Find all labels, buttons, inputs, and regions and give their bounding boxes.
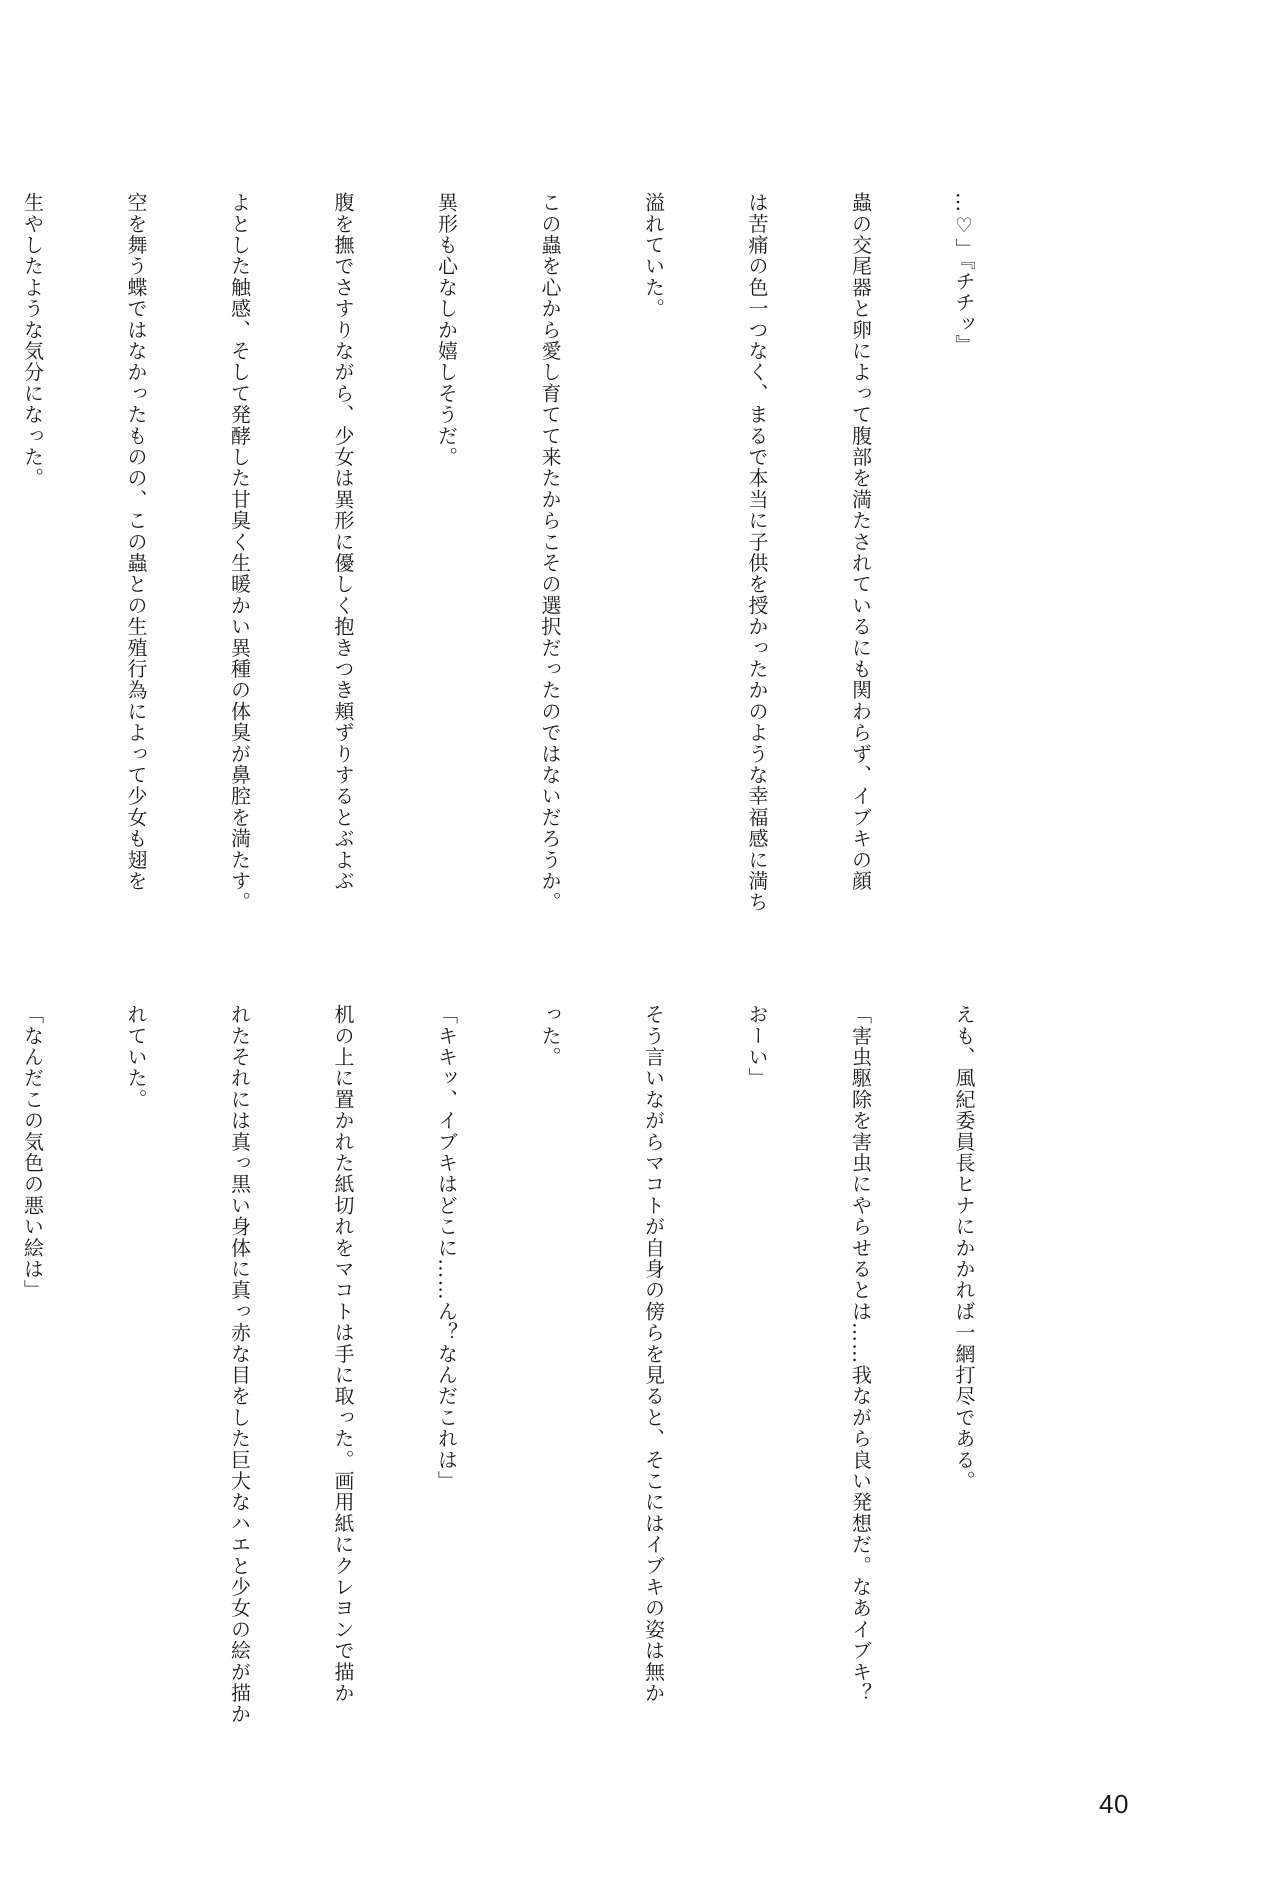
text-line: 「キキッ、イブキはどこに……ん？なんだこれは」 <box>434 1004 459 1492</box>
text-line: 異形も心なしか嬉しそうだ。 <box>434 192 459 468</box>
text-line: 腹を撫でさすりながら、少女は異形に優しく抱きつき頬ずりするとぶよぶ <box>331 192 355 892</box>
text-line: …♡」『チチッ』 <box>952 192 976 356</box>
text-line: 蟲の交尾器と卵によって腹部を満たされているにも関わらず、イブキの顔 <box>848 192 873 892</box>
text-line: れたそれには真っ黒い身体に真っ赤な目をした巨大なハエと少女の絵が描か <box>227 1004 252 1725</box>
text-line: 溢れていた。 <box>641 192 666 320</box>
page-number: 40 <box>1099 1789 1129 1819</box>
text-line: よとした触感、そして発酵した甘臭く生暖かい異種の体臭が鼻腔を満たす。 <box>227 192 252 913</box>
text-line: った。 <box>538 1004 562 1068</box>
text-line: れていた。 <box>124 1004 148 1110</box>
text-line: この蟲を心から愛し育てて来たからこその選択だったのではないだろうか。 <box>538 192 562 913</box>
text-line: えも、風紀委員長ヒナにかかれば一網打尽である。 <box>952 1004 976 1492</box>
text-line: 生やしたような気分になった。 <box>20 192 45 489</box>
text-line: 机の上に置かれた紙切れをマコトは手に取った。画用紙にクレヨンで描か <box>331 1004 355 1704</box>
text-line: 「なんだこの気色の悪い絵は」 <box>20 1004 45 1301</box>
text-line: そう言いながらマコトが自身の傍らを見ると、そこにはイブキの姿は無か <box>641 1004 666 1704</box>
text-block-top <box>0 192 1050 952</box>
text-line: 「害虫駆除を害虫にやらせるとは……我ながら良い発想だ。なあイブキ？ <box>848 1004 873 1704</box>
text-line: おーい」 <box>745 1004 769 1089</box>
text-line: 空を舞う蝶ではなかったものの、この蟲との生殖行為によって少女も翅を <box>124 192 148 892</box>
text-block-bottom <box>0 1004 1050 1764</box>
text-line: は苦痛の色一つなく、まるで本当に子供を授かったかのような幸福感に満ち <box>745 192 769 913</box>
